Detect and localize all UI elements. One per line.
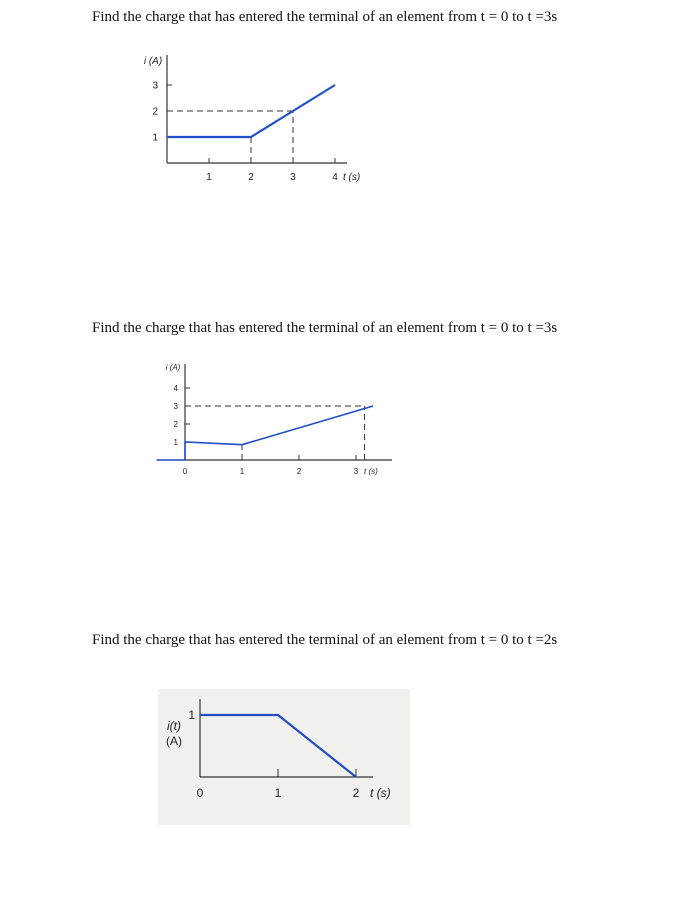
series-line <box>200 715 356 777</box>
y-tick-label: 1 <box>152 132 158 144</box>
chart-2 <box>150 362 410 492</box>
y-tick-label: 1 <box>188 708 195 723</box>
y-tick-label: 4 <box>173 383 178 393</box>
series-line <box>157 406 374 460</box>
y-axis-unit: (A) <box>166 734 182 748</box>
x-axis-label: t (s) <box>364 467 378 476</box>
y-tick-label: 2 <box>173 419 178 429</box>
origin-label: 0 <box>182 467 188 476</box>
chart-1 <box>135 55 395 195</box>
y-axis-label: i (A) <box>165 363 181 372</box>
x-tick-label: 1 <box>239 467 245 476</box>
problem-3-prompt: Find the charge that has entered the terminal of an element from t = 0 to t =2s <box>92 632 558 648</box>
x-tick-label: 2 <box>352 786 360 800</box>
x-tick-label: 3 <box>353 467 359 476</box>
y-tick-label: 2 <box>152 106 158 118</box>
x-tick-label: 1 <box>274 786 282 800</box>
y-tick-label: 1 <box>173 437 178 447</box>
x-axis-label: t (s) <box>370 786 391 800</box>
y-axis-label: i(t) <box>167 719 181 733</box>
y-axis-label: i (A) <box>143 56 163 67</box>
x-tick-label: 2 <box>248 172 254 183</box>
x-tick-label: 1 <box>206 172 212 183</box>
x-tick-label: 4 <box>332 172 338 183</box>
x-axis-label: t (s) <box>343 172 361 183</box>
problem-2-prompt: Find the charge that has entered the terminal of an element from t = 0 to t =3s <box>92 320 558 336</box>
x-tick-label: 3 <box>290 172 296 183</box>
x-tick-label: 2 <box>296 467 302 476</box>
y-tick-label: 3 <box>173 401 178 411</box>
chart-3 <box>158 689 410 825</box>
y-tick-label: 3 <box>152 80 158 92</box>
problem-1-prompt: Find the charge that has entered the terminal of an element from t = 0 to t =3s <box>92 9 558 25</box>
origin-label: 0 <box>196 786 204 800</box>
